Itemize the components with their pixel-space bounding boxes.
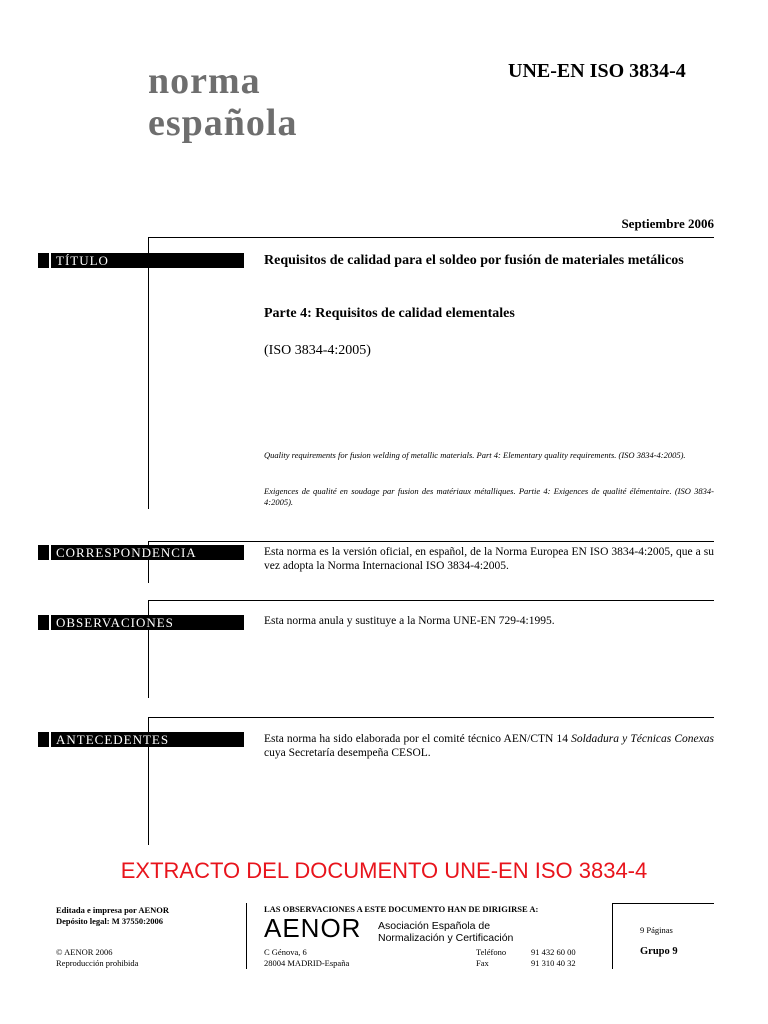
title-english-translation: Quality requirements for fusion welding of metallic materials. Part 4: Elementary quality requirements. (ISO 3834-4:2005). — [264, 450, 686, 460]
footer-price-group: Grupo 9 — [640, 946, 678, 957]
footer-edited: Editada e impresa por AENOR — [56, 905, 170, 915]
document-code: UNE-EN ISO 3834-4 — [508, 60, 686, 82]
footer-phone: 91 432 60 00 — [531, 947, 576, 957]
footer-fax: 91 310 40 32 — [531, 958, 576, 968]
norma-line-1: norma — [148, 60, 261, 102]
footer-divider-left — [246, 903, 247, 969]
title-main: Requisitos de calidad para el soldeo por fusión de materiales metálicos — [264, 253, 684, 268]
antecedentes-text — [264, 732, 714, 760]
footer-page-count: 9 Páginas — [640, 925, 673, 935]
label-correspondencia: CORRESPONDENCIA — [38, 545, 244, 560]
title-french-translation: Exigences de qualité en soudage par fusion des matériaux métalliques. Partie 4: Exigences de qualité élémentaire. (ISO 3834-4:2005). — [264, 486, 714, 507]
footer-deposit: Depósito legal: M 37550:2006 — [56, 916, 163, 926]
divider-correspondencia — [148, 541, 714, 542]
footer-copyright: © AENOR 2006 — [56, 947, 113, 957]
footer-fax-label: Fax — [476, 958, 489, 968]
correspondencia-text: Esta norma es la versión oficial, en español, de la Norma Europea EN ISO 3834-4:2005, que a su vez adopta la Norma Internacional ISO 3834-4:2005. — [264, 546, 714, 572]
observaciones-text: Esta norma anula y sustituye a la Norma UNE-EN 729-4:1995. — [264, 615, 555, 627]
label-titulo: TÍTULO — [38, 253, 244, 268]
assoc-line-2: Normalización y Certificación — [378, 932, 514, 944]
footer-box-top — [612, 903, 714, 904]
footer-observations-heading: LAS OBSERVACIONES A ESTE DOCUMENTO HAN DE DIRIGIRSE A: — [264, 904, 539, 914]
aenor-logo: AENOR — [264, 913, 362, 943]
antecedentes-text-end: cuya Secretaría desempeña CESOL. — [264, 747, 431, 759]
norma-line-2: española — [148, 102, 298, 144]
divider-top — [148, 237, 714, 238]
footer-phone-label: Teléfono — [476, 947, 507, 957]
antecedentes-text-start: Esta norma ha sido elaborada por el comité técnico AEN/CTN 14 — [264, 733, 572, 745]
divider-antecedentes — [148, 717, 714, 718]
footer-address-1: C Génova, 6 — [264, 947, 307, 957]
footer-reproduction: Reproducción prohibida — [56, 958, 139, 968]
divider-observaciones — [148, 600, 714, 601]
title-part: Parte 4: Requisitos de calidad elementales — [264, 306, 515, 321]
footer-address-2: 28004 MADRID-España — [264, 958, 350, 968]
label-observaciones: OBSERVACIONES — [38, 615, 244, 630]
publication-date: Septiembre 2006 — [621, 216, 714, 231]
norma-espanola-heading — [148, 60, 297, 144]
label-antecedentes: ANTECEDENTES — [38, 732, 244, 747]
footer-divider-right — [612, 903, 613, 969]
antecedentes-committee-name: Soldadura y Técnicas Conexas — [571, 733, 714, 745]
aenor-association-name — [378, 920, 513, 944]
assoc-line-1: Asociación Española de — [378, 920, 491, 932]
extract-notice: EXTRACTO DEL DOCUMENTO UNE-EN ISO 3834-4 — [120, 858, 648, 883]
frame-left-titulo — [148, 237, 149, 509]
title-iso-reference: (ISO 3834-4:2005) — [264, 343, 371, 358]
